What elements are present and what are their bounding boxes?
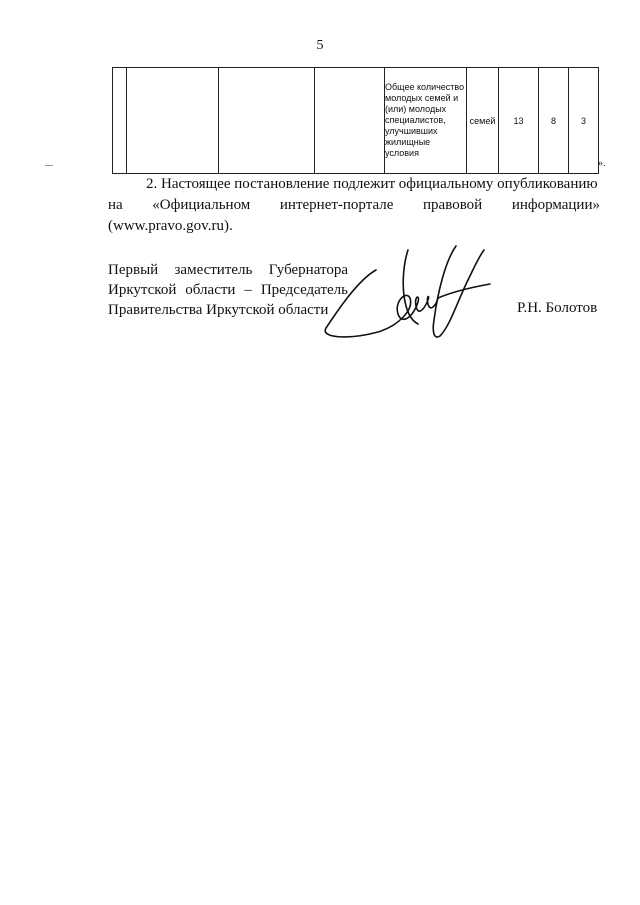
paragraph-line: 2. Настоящее постановление подлежит официальному опубликованию <box>146 176 598 192</box>
signatory-title-line: Первый заместитель Губернатора <box>108 262 348 278</box>
signatory-title-line: Иркутской области – Председатель <box>108 282 348 298</box>
unit-cell: семей <box>467 68 499 174</box>
page-number: 5 <box>316 38 324 53</box>
signatory-title-line: Правительства Иркутской области <box>108 302 329 318</box>
handwritten-signature <box>318 240 498 350</box>
table-cell-empty <box>219 68 315 174</box>
table-row <box>113 68 599 174</box>
table-cell-empty <box>315 68 385 174</box>
value-cell: 13 <box>499 68 539 174</box>
paragraph-line: (www.pravo.gov.ru). <box>108 218 233 234</box>
closing-quote: ». <box>598 158 606 169</box>
signatory-name: Р.Н. Болотов <box>517 300 598 316</box>
value-cell: 8 <box>539 68 569 174</box>
table-cell-empty <box>113 68 127 174</box>
indicator-table <box>112 67 599 174</box>
indicator-name-cell: Общее количество молодых семей и (или) молодых специалистов, улучшивших жилищные условия <box>385 68 467 174</box>
signatory-title <box>108 260 348 320</box>
margin-mark <box>45 165 53 166</box>
paragraph-line: на «Официальном интернет-портале правовой информации» <box>108 197 600 213</box>
table-cell-empty <box>127 68 219 174</box>
resolution-paragraph <box>108 174 600 237</box>
value-cell: 3 <box>569 68 599 174</box>
